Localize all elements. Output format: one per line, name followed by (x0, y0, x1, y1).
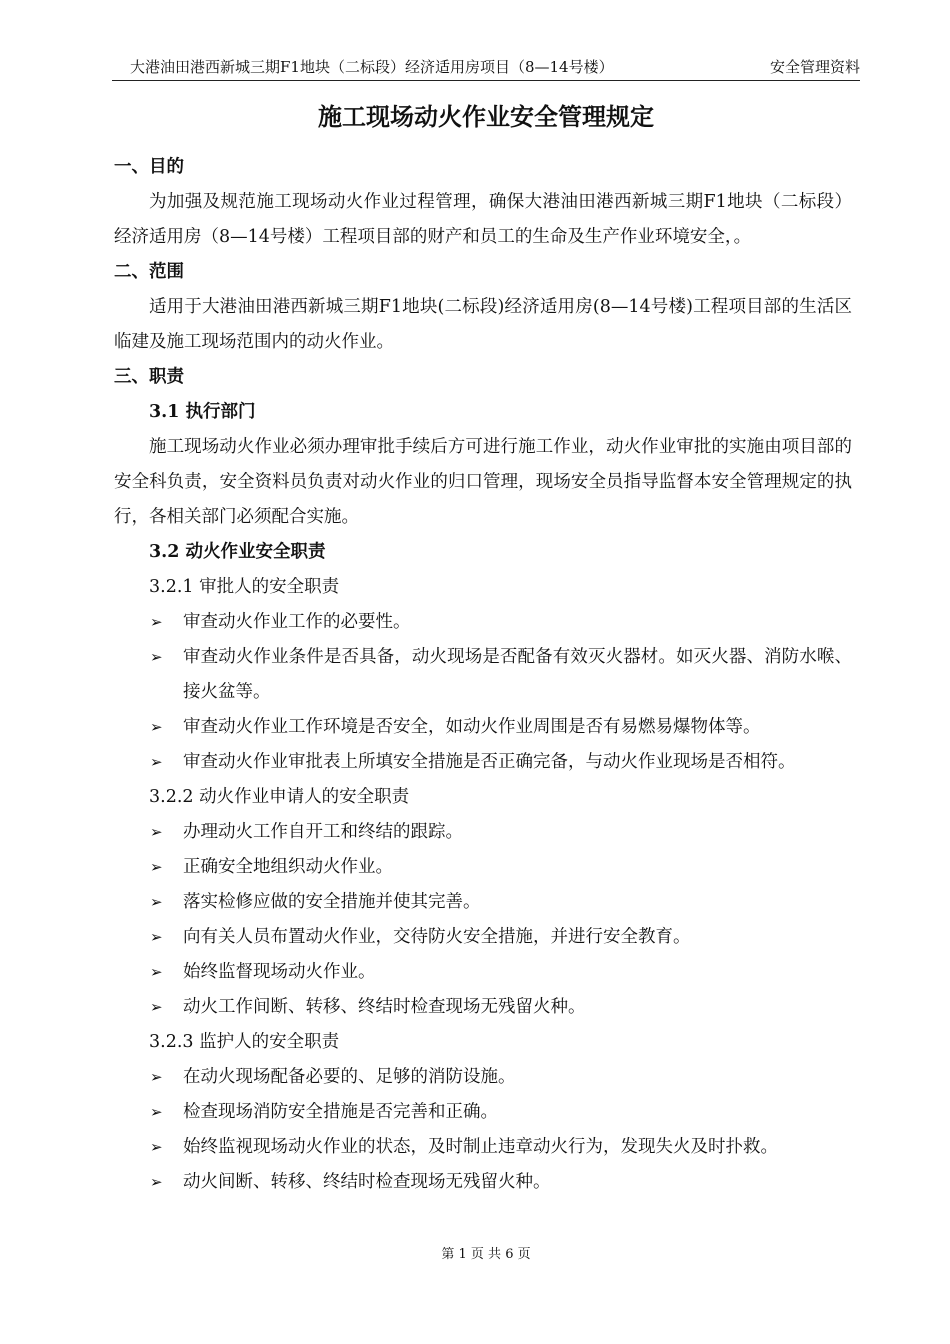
arrow-bullet-icon: ➢ (150, 1068, 163, 1086)
paragraph-purpose: 为加强及规范施工现场动火作业过程管理，确保大港油田港西新城三期F1地块（二标段）经济适用房（8—14号楼）工程项目部的财产和员工的生命及生产作业环境安全，。 (114, 192, 852, 247)
list-item: ➢ 在动火现场配备必要的、足够的消防设施。 (114, 1060, 852, 1095)
arrow-bullet-icon: ➢ (150, 1173, 163, 1191)
list-item: ➢ 审查动火作业工作环境是否安全，如动火作业周围是否有易燃易爆物体等。 (114, 710, 852, 745)
arrow-bullet-icon: ➢ (150, 893, 163, 911)
heading-guardian-duties: 3.2.3 监护人的安全职责 (149, 1032, 340, 1052)
header-project-name: 大港油田港西新城三期F1地块（二标段）经济适用房项目（8—14号楼） (130, 58, 614, 76)
list-item: ➢ 审查动火作业条件是否具备，动火现场是否配备有效灭火器材。如灭火器、消防水喉、接火盆等。 (114, 640, 852, 710)
arrow-bullet-icon: ➢ (150, 1138, 163, 1156)
list-item: ➢ 审查动火作业审批表上所填安全措施是否正确完备，与动火作业现场是否相符。 (114, 745, 852, 780)
arrow-bullet-icon: ➢ (150, 753, 163, 771)
list-item: ➢ 动火间断、转移、终结时检查现场无残留火种。 (114, 1165, 852, 1200)
list-item: ➢ 办理动火工作自开工和终结的跟踪。 (114, 815, 852, 850)
page-header (112, 56, 860, 81)
arrow-bullet-icon: ➢ (150, 858, 163, 876)
arrow-bullet-icon: ➢ (150, 928, 163, 946)
list-item: ➢ 始终监督现场动火作业。 (114, 955, 852, 990)
heading-approver-duties: 3.2.1 审批人的安全职责 (149, 577, 340, 597)
arrow-bullet-icon: ➢ (150, 963, 163, 981)
document-title: 施工现场动火作业安全管理规定 (318, 102, 654, 131)
heading-applicant-duties: 3.2.2 动火作业申请人的安全职责 (149, 787, 410, 807)
list-item: ➢ 始终监视现场动火作业的状态，及时制止违章动火行为，发现失火及时扑救。 (114, 1130, 852, 1165)
section-heading-scope: 二、范围 (114, 262, 184, 282)
arrow-bullet-icon: ➢ (150, 1103, 163, 1121)
paragraph-executing-dept: 施工现场动火作业必须办理审批手续后方可进行施工作业，动火作业审批的实施由项目部的安全科负责，安全资料员负责对动火作业的归口管理，现场安全员指导监督本安全管理规定的执行，各相关部门必须配合实施。 (114, 437, 852, 527)
list-item: ➢ 向有关人员布置动火作业，交待防火安全措施，并进行安全教育。 (114, 920, 852, 955)
arrow-bullet-icon: ➢ (150, 613, 163, 631)
header-doc-category: 安全管理资料 (769, 58, 860, 76)
paragraph-scope: 适用于大港油田港西新城三期F1地块(二标段)经济适用房(8—14号楼)工程项目部的生活区临建及施工现场范围内的动火作业。 (114, 297, 852, 352)
arrow-bullet-icon: ➢ (150, 998, 163, 1016)
list-item: ➢ 审查动火作业工作的必要性。 (114, 605, 852, 640)
list-item: ➢ 正确安全地组织动火作业。 (114, 850, 852, 885)
section-heading-responsibilities: 三、职责 (114, 367, 184, 387)
document-body (114, 150, 852, 1200)
page-number-footer: 第 1 页 共 6 页 (441, 1247, 531, 1262)
arrow-bullet-icon: ➢ (150, 823, 163, 841)
list-item: ➢ 落实检修应做的安全措施并使其完善。 (114, 885, 852, 920)
list-item: ➢ 检查现场消防安全措施是否完善和正确。 (114, 1095, 852, 1130)
subsection-heading-hot-work-duties: 3.2 动火作业安全职责 (149, 542, 326, 562)
arrow-bullet-icon: ➢ (150, 648, 163, 666)
subsection-heading-executing-dept: 3.1 执行部门 (149, 402, 256, 422)
list-item: ➢ 动火工作间断、转移、终结时检查现场无残留火种。 (114, 990, 852, 1025)
arrow-bullet-icon: ➢ (150, 718, 163, 736)
section-heading-purpose: 一、目的 (114, 157, 184, 177)
